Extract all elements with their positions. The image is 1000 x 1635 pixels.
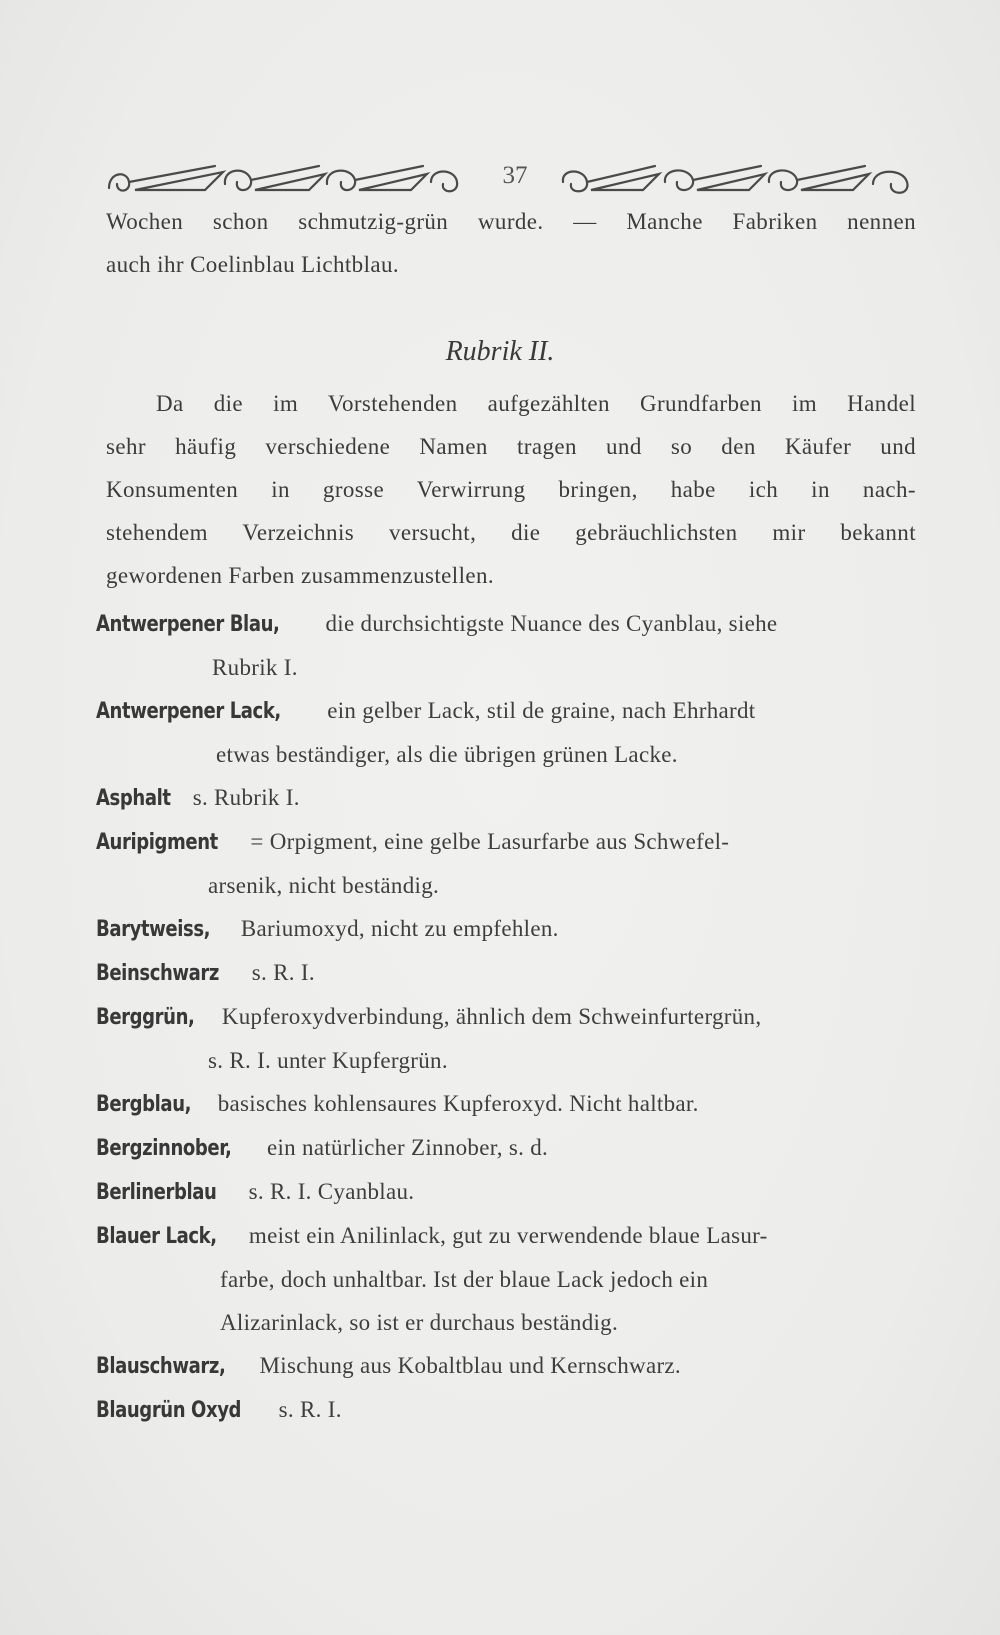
glossary-entry bbox=[96, 995, 916, 1039]
glossary-entry bbox=[96, 1082, 916, 1126]
entry-continuation: Rubrik I. bbox=[212, 655, 298, 680]
entry-definition: die durchsichtigste Nuance des Cyanblau, siehe bbox=[325, 611, 778, 636]
glossary-entry bbox=[96, 776, 916, 820]
glossary-entry bbox=[96, 1344, 916, 1388]
entry-term: Auripigment bbox=[96, 830, 218, 855]
glossary-entry bbox=[96, 951, 916, 995]
paragraph-line: gewordenen Farben zusammenzustellen. bbox=[106, 563, 495, 588]
glossary-entry bbox=[96, 1214, 916, 1258]
entry-term: Blauschwarz, bbox=[96, 1354, 226, 1379]
glossary-list bbox=[96, 602, 916, 1432]
entry-definition: Bariumoxyd, nicht zu empfehlen. bbox=[240, 916, 559, 941]
entry-term: Blaugrün Oxyd bbox=[96, 1398, 242, 1423]
left-ornament bbox=[105, 160, 473, 200]
glossary-entry bbox=[96, 602, 916, 646]
entry-definition: basisches kohlensaures Kupferoxyd. Nicht haltbar. bbox=[217, 1091, 699, 1116]
entry-term: Berlinerblau bbox=[96, 1180, 217, 1205]
glossary-entry bbox=[96, 820, 916, 864]
intro-line: Wochen schon schmutzig-grün wurde. — Manche Fabriken nennen bbox=[106, 209, 916, 234]
right-ornament bbox=[555, 160, 915, 200]
paragraph-line: Konsumenten in grosse Verwirrung bringen, habe ich in nach- bbox=[106, 477, 916, 502]
section-heading: Rubrik II. bbox=[445, 336, 555, 367]
paragraph-line: sehr häufig verschiedene Namen tragen und so den Käufer und bbox=[106, 434, 916, 459]
entry-definition: = Orpigment, eine gelbe Lasurfarbe aus Schwefel- bbox=[250, 829, 730, 854]
entry-continuation: farbe, doch unhaltbar. Ist der blaue Lack jedoch ein bbox=[220, 1267, 709, 1292]
entry-continuation: arsenik, nicht beständig. bbox=[208, 873, 440, 898]
entry-term: Bergblau, bbox=[96, 1092, 192, 1117]
page-number: 37 bbox=[502, 162, 528, 189]
entry-definition: ein gelber Lack, stil de graine, nach Ehrhardt bbox=[327, 698, 756, 723]
glossary-entry bbox=[96, 1170, 916, 1214]
entry-continuation: etwas beständiger, als die übrigen grünen Lacke. bbox=[216, 742, 678, 767]
entry-term: Asphalt bbox=[96, 786, 171, 811]
entry-term: Blauer Lack, bbox=[96, 1224, 217, 1249]
entry-continuation: Alizarinlack, so ist er durchaus beständig. bbox=[220, 1310, 619, 1335]
paragraph-line: Da die im Vorstehenden aufgezählten Grundfarben im Handel bbox=[156, 391, 916, 416]
intro-text bbox=[106, 200, 916, 286]
entry-definition: ein natürlicher Zinnober, s. d. bbox=[266, 1135, 549, 1160]
intro-line: auch ihr Coelinblau Lichtblau. bbox=[106, 252, 400, 277]
entry-continuation: s. R. I. unter Kupfergrün. bbox=[208, 1048, 448, 1073]
entry-term: Barytweiss, bbox=[96, 917, 211, 942]
entry-definition: Mischung aus Kobaltblau und Kernschwarz. bbox=[259, 1353, 681, 1378]
entry-definition: Kupferoxydverbindung, ähnlich dem Schweinfurtergrün, bbox=[221, 1004, 762, 1029]
entry-term: Bergzinnober, bbox=[96, 1136, 232, 1161]
glossary-entry bbox=[96, 1388, 916, 1432]
glossary-entry bbox=[96, 1126, 916, 1170]
entry-definition: s. R. I. Cyanblau. bbox=[248, 1179, 415, 1204]
paragraph-line: stehendem Verzeichnis versucht, die gebräuchlichsten mir bekannt bbox=[106, 520, 916, 545]
entry-definition: s. R. I. bbox=[251, 960, 315, 985]
entry-term: Antwerpener Lack, bbox=[96, 699, 281, 724]
entry-term: Berggrün, bbox=[96, 1005, 195, 1030]
glossary-entry bbox=[96, 689, 916, 733]
entry-definition: s. Rubrik I. bbox=[192, 785, 300, 810]
glossary-entry bbox=[96, 907, 916, 951]
entry-definition: s. R. I. bbox=[278, 1397, 342, 1422]
entry-definition: meist ein Anilinlack, gut zu verwendende blaue Lasur- bbox=[248, 1223, 768, 1248]
entry-term: Beinschwarz bbox=[96, 961, 220, 986]
paragraph bbox=[106, 382, 916, 597]
entry-term: Antwerpener Blau, bbox=[96, 612, 280, 637]
